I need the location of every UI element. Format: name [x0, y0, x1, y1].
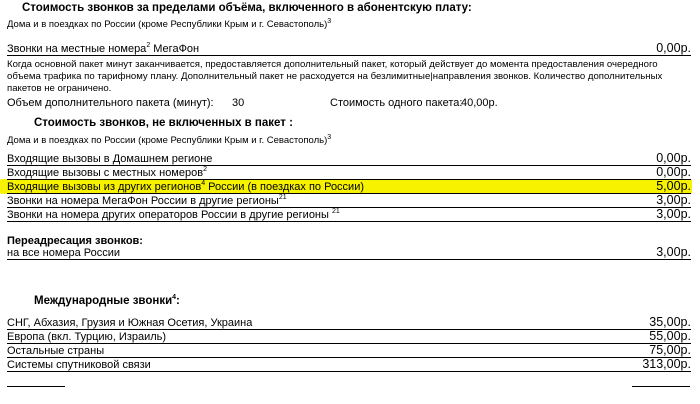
row-price: 3,00р.: [656, 207, 691, 221]
forwarding-title: Переадресация звонков:: [7, 235, 143, 247]
row-forwarding: [7, 245, 691, 260]
row-price: 55,00р.: [649, 329, 691, 343]
row-label: Звонки на номера других операторов России в другие регионы $^{21}$: [7, 208, 340, 221]
international-title: Международные звонки$^4$:: [34, 294, 180, 307]
package-price-value: 40,00р.: [461, 97, 498, 109]
row-other-operators: [7, 207, 691, 222]
row-price: 313,00р.: [642, 357, 691, 371]
row-price: 35,00р.: [649, 315, 691, 329]
row-satellite: [7, 357, 691, 372]
row-incoming-home: [7, 151, 691, 166]
footnote-ref: 3: [327, 18, 332, 25]
footnote-ref: 2: [203, 166, 207, 173]
footnote-ref: 3: [327, 134, 332, 141]
row-label: Звонки на местные номера$^2$ МегаФон: [7, 42, 200, 55]
footnote-ref: 4: [201, 180, 206, 187]
footnote-ref: 21: [331, 208, 340, 215]
row-label: на все номера России: [7, 247, 121, 259]
extra-package-value: 30: [232, 97, 245, 109]
row-label: Звонки на номера МегаФон России в другие регионы$^{21}$: [7, 194, 287, 207]
region-subtitle: Дома и в поездках по России (кроме Республики Крым и г. Севастополь)$^3$: [7, 18, 332, 30]
footnote-ref: 2: [146, 42, 151, 49]
row-local-megafon: [7, 41, 691, 56]
row-label: Системы спутниковой связи: [7, 359, 151, 371]
footnote-ref: 21: [278, 194, 287, 201]
section-title-outside-plan: Стоимость звонков за пределами объёма, включенного в абонентскую плату:: [22, 2, 472, 14]
row-price: 75,00р.: [649, 343, 691, 357]
section-title-not-included: Стоимость звонков, не включенных в пакет :: [34, 117, 293, 129]
extra-package-label: Объем дополнительного пакета (минут):: [7, 97, 214, 109]
row-label: СНГ, Абхазия, Грузия и Южная Осетия, Украина: [7, 317, 253, 329]
row-cis: [7, 315, 691, 330]
row-incoming-local: [7, 165, 691, 180]
row-label: Входящие вызовы в Домашнем регионе: [7, 153, 213, 165]
row-other-countries: [7, 343, 691, 358]
footer-divider-left: [7, 386, 65, 387]
row-label: Входящие вызовы из других регионов$^4$ России (в поездках по России): [7, 180, 365, 193]
row-europe: [7, 329, 691, 344]
footnote-ref: 4: [172, 294, 177, 301]
row-label: Остальные страны: [7, 345, 105, 357]
row-price: 5,00р.: [656, 179, 691, 193]
row-incoming-other-regions: [7, 179, 691, 194]
row-megafon-other-regions: [7, 193, 691, 208]
row-label: Входящие вызовы с местных номеров$^2$: [7, 166, 207, 179]
region-subtitle-2: Дома и в поездках по России (кроме Республики Крым и г. Севастополь)$^3$: [7, 134, 332, 146]
row-label: Европа (вкл. Турцию, Израиль): [7, 331, 167, 343]
row-price: 0,00р.: [656, 151, 691, 165]
row-price: 3,00р.: [656, 245, 691, 259]
extra-package-note: Когда основной пакет минут заканчивается, предоставляется дополнительный пакет, который действует до момента предоставления очередного объема трафика по тарифному плану. Дополнительный пакет не расходуется на безлимитные|направления звонков. Количество дополнительных пакетов не ограничено.: [7, 59, 663, 94]
row-price: 0,00р.: [656, 165, 691, 179]
package-price-label: Стоимость одного пакета:: [330, 97, 463, 109]
footer-divider-right: [632, 386, 690, 387]
row-price: 3,00р.: [656, 193, 691, 207]
row-price: 0,00р.: [656, 41, 691, 55]
